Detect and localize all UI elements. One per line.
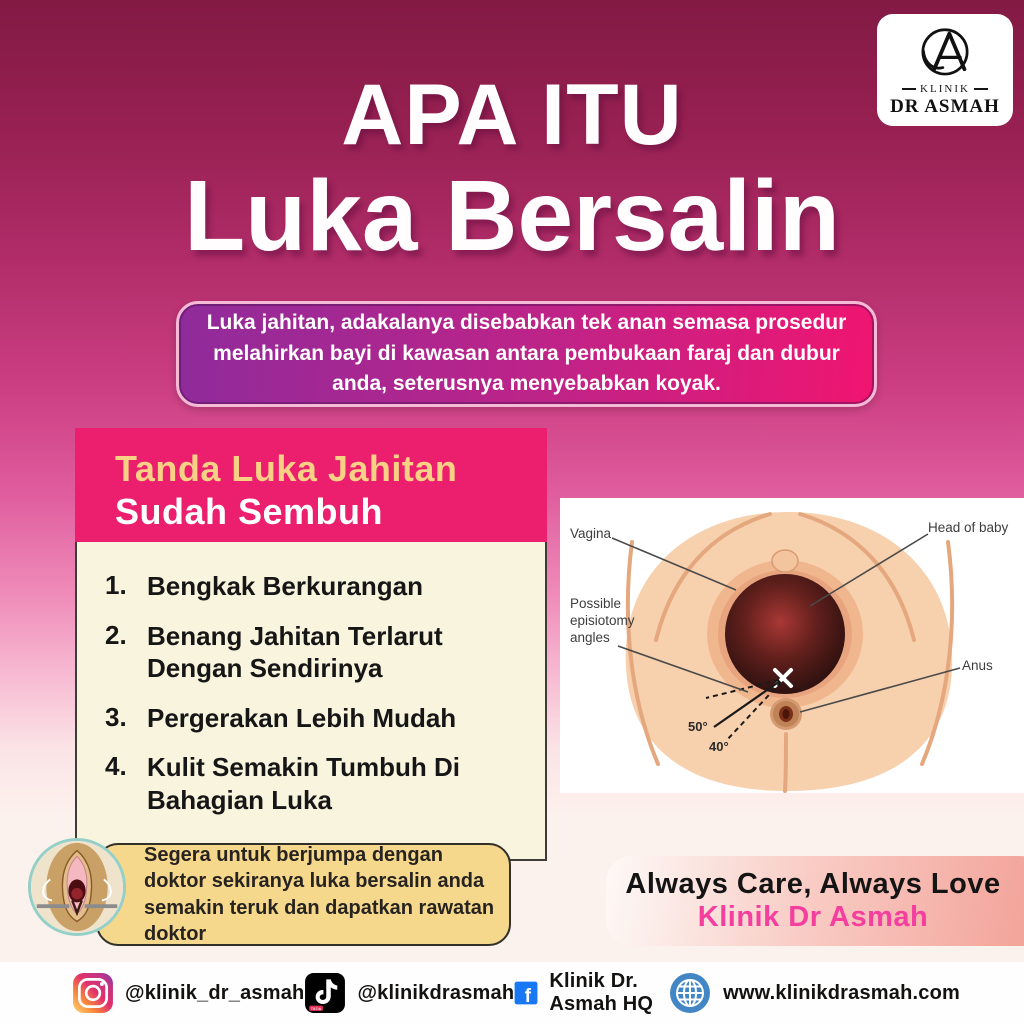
list-item: [105, 702, 527, 735]
list-item-number: 3.: [105, 701, 127, 732]
intro-box: [176, 301, 877, 407]
website-url: www.klinikdrasmah.com: [723, 981, 960, 1004]
list-item-text: Pergerakan Lebih Mudah: [147, 702, 457, 733]
title-line-1: APA ITU: [341, 67, 683, 163]
diagram-label-anus: Anus: [962, 658, 993, 673]
page-title: [0, 67, 1024, 272]
svg-text:f: f: [524, 986, 532, 1008]
logo-clinic-name: DR ASMAH: [890, 96, 1000, 117]
tiktok-handle: @klinikdrasmah: [357, 981, 515, 1004]
list-item-number: 2.: [105, 619, 127, 650]
intro-text: Luka jahitan, adakalanya disebabkan tek anan semasa prosedur melahirkan bayi di kawasan antara pembukaan faraj dan dubur anda, seterusnya menyebabkan koyak.: [206, 311, 847, 396]
diagram-label-vagina: Vagina: [570, 526, 612, 541]
advice-text: Segera untuk berjumpa dengan doktor sekiranya luka bersalin anda semakin teruk dan dapatkan rawatan doktor: [144, 843, 495, 945]
signs-heading-line-2: Sudah Sembuh: [115, 491, 384, 533]
list-item: [105, 570, 527, 603]
diagram-angle-40: 40°: [709, 739, 729, 754]
tiktok-icon: [304, 972, 346, 1014]
instagram-icon: [72, 972, 114, 1014]
facebook-icon: [514, 973, 538, 1013]
instagram-handle: @klinik_dr_asmah: [125, 981, 305, 1004]
tagline-box: [606, 856, 1024, 946]
signs-panel-body: [75, 542, 547, 861]
advice-box: [96, 843, 511, 946]
tagline-line-1: Always Care, Always Love: [625, 868, 1001, 900]
list-item-text: Bengkak Berkurangan: [147, 571, 423, 601]
instagram-link[interactable]: [72, 972, 304, 1014]
svg-text:TikTok: TikTok: [311, 1006, 322, 1011]
list-item-text: Benang Jahitan Terlarut Dengan Sendirinya: [147, 620, 443, 683]
footer-social-bar: [0, 962, 1024, 1024]
signs-panel-header: [75, 428, 547, 542]
facebook-link[interactable]: [514, 970, 668, 1016]
diagram-label-episiotomy-angles: Possible episiotomy angles: [570, 596, 635, 645]
signs-panel: [75, 428, 547, 861]
list-item: [105, 620, 527, 685]
signs-heading-line-1: Tanda Luka Jahitan: [115, 448, 458, 489]
diagram-angle-50: 50°: [688, 719, 708, 734]
diagram-label-head-of-baby: Head of baby: [928, 520, 1009, 535]
list-item: [105, 751, 527, 816]
facebook-page-name: Klinik Dr. Asmah HQ: [549, 970, 654, 1015]
globe-icon: [668, 971, 712, 1015]
tagline-line-2: Klinik Dr Asmah: [697, 901, 929, 933]
tiktok-link[interactable]: [304, 972, 514, 1014]
list-item-text: Kulit Semakin Tumbuh Di Bahagian Luka: [147, 752, 460, 815]
episiotomy-diagram: [560, 498, 1024, 793]
suture-illustration-icon: [28, 838, 126, 936]
website-link[interactable]: [668, 971, 960, 1015]
logo-klinik-text: KLINIK: [920, 83, 970, 95]
title-line-2: Luka Bersalin: [184, 160, 840, 272]
list-item-number: 1.: [105, 570, 127, 600]
list-item-number: 4.: [105, 751, 127, 781]
